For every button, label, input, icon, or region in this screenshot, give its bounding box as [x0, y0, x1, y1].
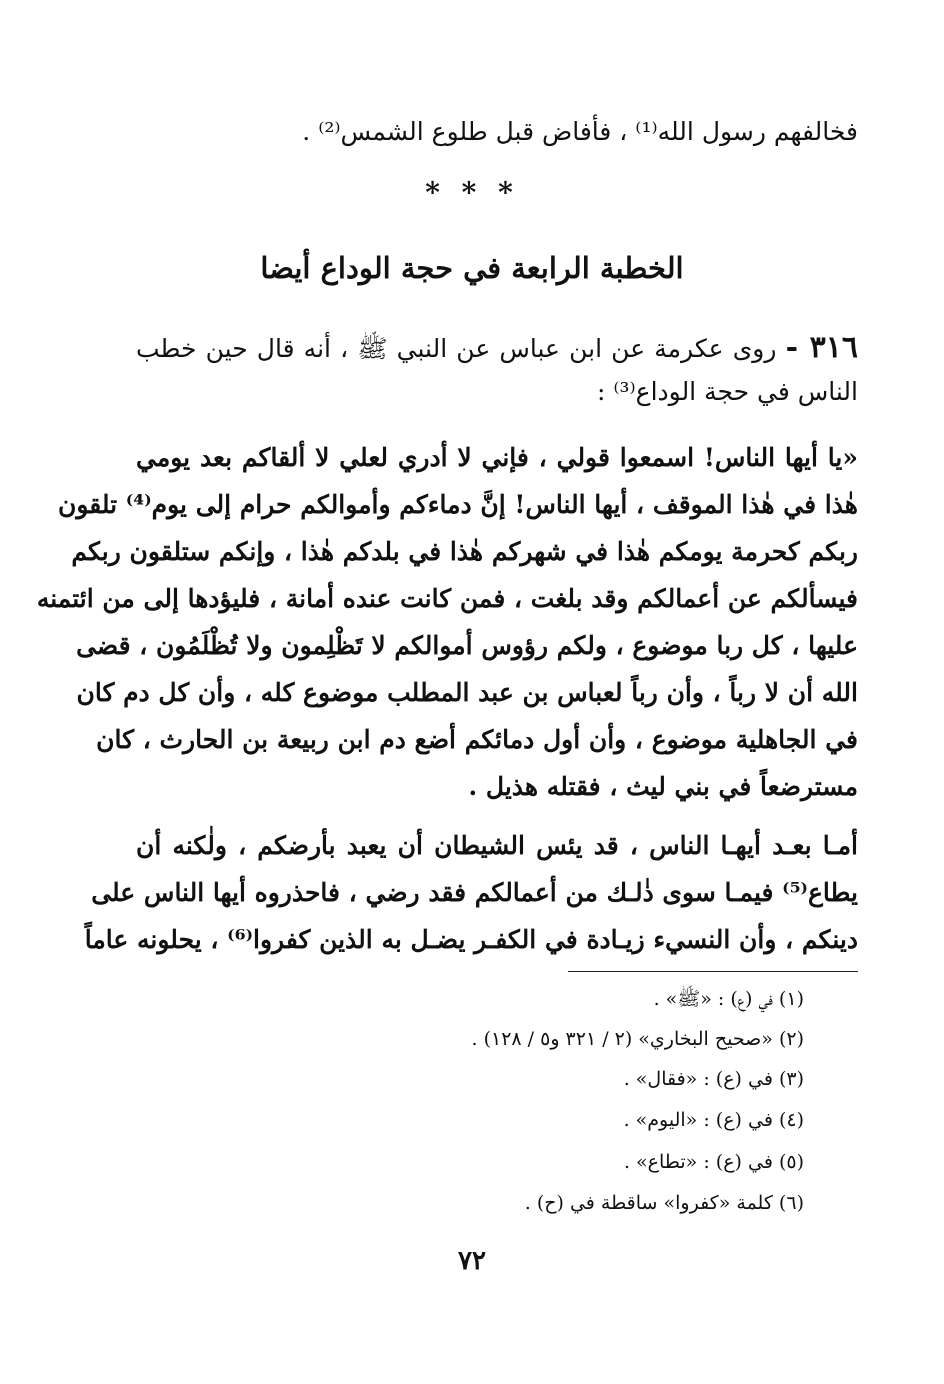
- page-number: ٧٢: [458, 1246, 486, 1276]
- footnote: (٥) في (ع) : «تطاع» .: [623, 1151, 804, 1173]
- sermon-line: «يا أيها الناس! اسمعوا قولي ، فإني لا أدري لعلي لا ألقاكم بعد يومي: [136, 443, 858, 472]
- hadith-intro-line-1: [136, 328, 858, 369]
- continuation-line: فخالفهم رسول الله⁽¹⁾ ، فأفاض قبل طلوع الشمس⁽²⁾ .: [302, 117, 858, 146]
- sermon-line: هٰذا في هٰذا الموقف ، أيها الناس! إنَّ دماءكم وأموالكم حرام إلى يوم⁽⁴⁾ تلقون: [57, 490, 858, 519]
- footnote: (٢) «صحيح البخاري» (٢ / ٣٢١ و٥ / ١٢٨) .: [471, 1028, 804, 1050]
- sermon-line: الله أن لا رباً ، وأن رباً لعباس بن عبد المطلب موضوع كله ، وأن كل دم كان: [76, 678, 858, 707]
- section-separator: * * *: [425, 176, 519, 209]
- footnote: (٤) في (ع) : «اليوم» .: [623, 1109, 804, 1131]
- hadith-intro-line-2: الناس في حجة الوداع⁽³⁾ :: [596, 377, 858, 406]
- paragraph-line: أمـا بعـد أيهـا الناس ، قد يئس الشيطان أن يعبد بأرضكم ، ولٰكنه أن: [136, 831, 858, 860]
- footnote: (٦) كلمة «كفروا» ساقطة في (ح) .: [524, 1192, 804, 1214]
- footnote: (٣) في (ع) : «فقال» .: [623, 1068, 804, 1090]
- paragraph-line: دينكم ، وأن النسيء زيـادة في الكفـر يضـل به الذين كفروا⁽⁶⁾ ، يحلونه عاماً: [84, 925, 858, 954]
- section-heading: الخطبة الرابعة في حجة الوداع أيضا: [260, 251, 684, 285]
- sermon-line: في الجاهلية موضوع ، وأن أول دمائكم أضع دم ابن ربيعة بن الحارث ، كان: [96, 725, 858, 754]
- sermon-line: فيسألكم عن أعمالكم وقد بلغت ، فمن كانت عنده أمانة ، فليؤدها إلى من ائتمنه: [36, 584, 858, 613]
- hadith-number: ٣١٦ -: [785, 330, 858, 365]
- footnote: (١) في (ع) : «ﷺ» .: [653, 988, 804, 1010]
- sermon-line: ربكم كحرمة يومكم هٰذا في شهركم هٰذا في بلدكم هٰذا ، وإنكم ستلقون ربكم: [71, 537, 858, 566]
- sermon-line: مسترضعاً في بني ليث ، فقتله هذيل .: [468, 772, 858, 801]
- sermon-line: عليها ، كل ربا موضوع ، ولكم رؤوس أموالكم لا تَظْلِمون ولا تُظْلَمُون ، قضى: [76, 631, 858, 660]
- footnote-divider: [568, 971, 858, 972]
- hadith-intro-text: روى عكرمة عن ابن عباس عن النبي ﷺ ، أنه قال حين خطب: [136, 334, 777, 363]
- paragraph-line: يطاع⁽⁵⁾ فيمـا سوى ذٰلـك من أعمالكم فقد رضي ، فاحذروه أيها الناس على: [91, 878, 858, 907]
